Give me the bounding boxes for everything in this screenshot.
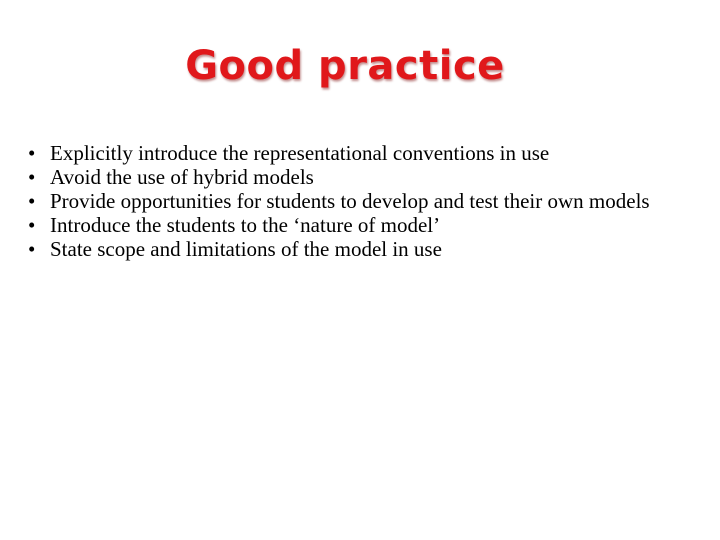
bullet-icon: • bbox=[28, 213, 36, 237]
bullet-text: State scope and limitations of the model in use bbox=[50, 237, 442, 261]
bullet-item bbox=[28, 141, 693, 165]
bullet-text: Provide opportunities for students to develop and test their own models bbox=[50, 189, 650, 213]
bullet-list bbox=[28, 141, 693, 261]
bullet-text: Explicitly introduce the representational conventions in use bbox=[50, 141, 550, 165]
bullet-icon: • bbox=[28, 165, 36, 189]
bullet-icon: • bbox=[28, 141, 36, 165]
bullet-text: Avoid the use of hybrid models bbox=[50, 165, 314, 189]
bullet-item bbox=[28, 189, 693, 213]
bullet-item bbox=[28, 237, 693, 261]
bullet-item bbox=[28, 165, 693, 189]
bullet-item bbox=[28, 213, 693, 237]
bullet-text: Introduce the students to the ‘nature of model’ bbox=[50, 213, 441, 237]
slide-title: Good practice bbox=[185, 43, 505, 89]
bullet-icon: • bbox=[28, 189, 36, 213]
bullet-icon: • bbox=[28, 237, 36, 261]
